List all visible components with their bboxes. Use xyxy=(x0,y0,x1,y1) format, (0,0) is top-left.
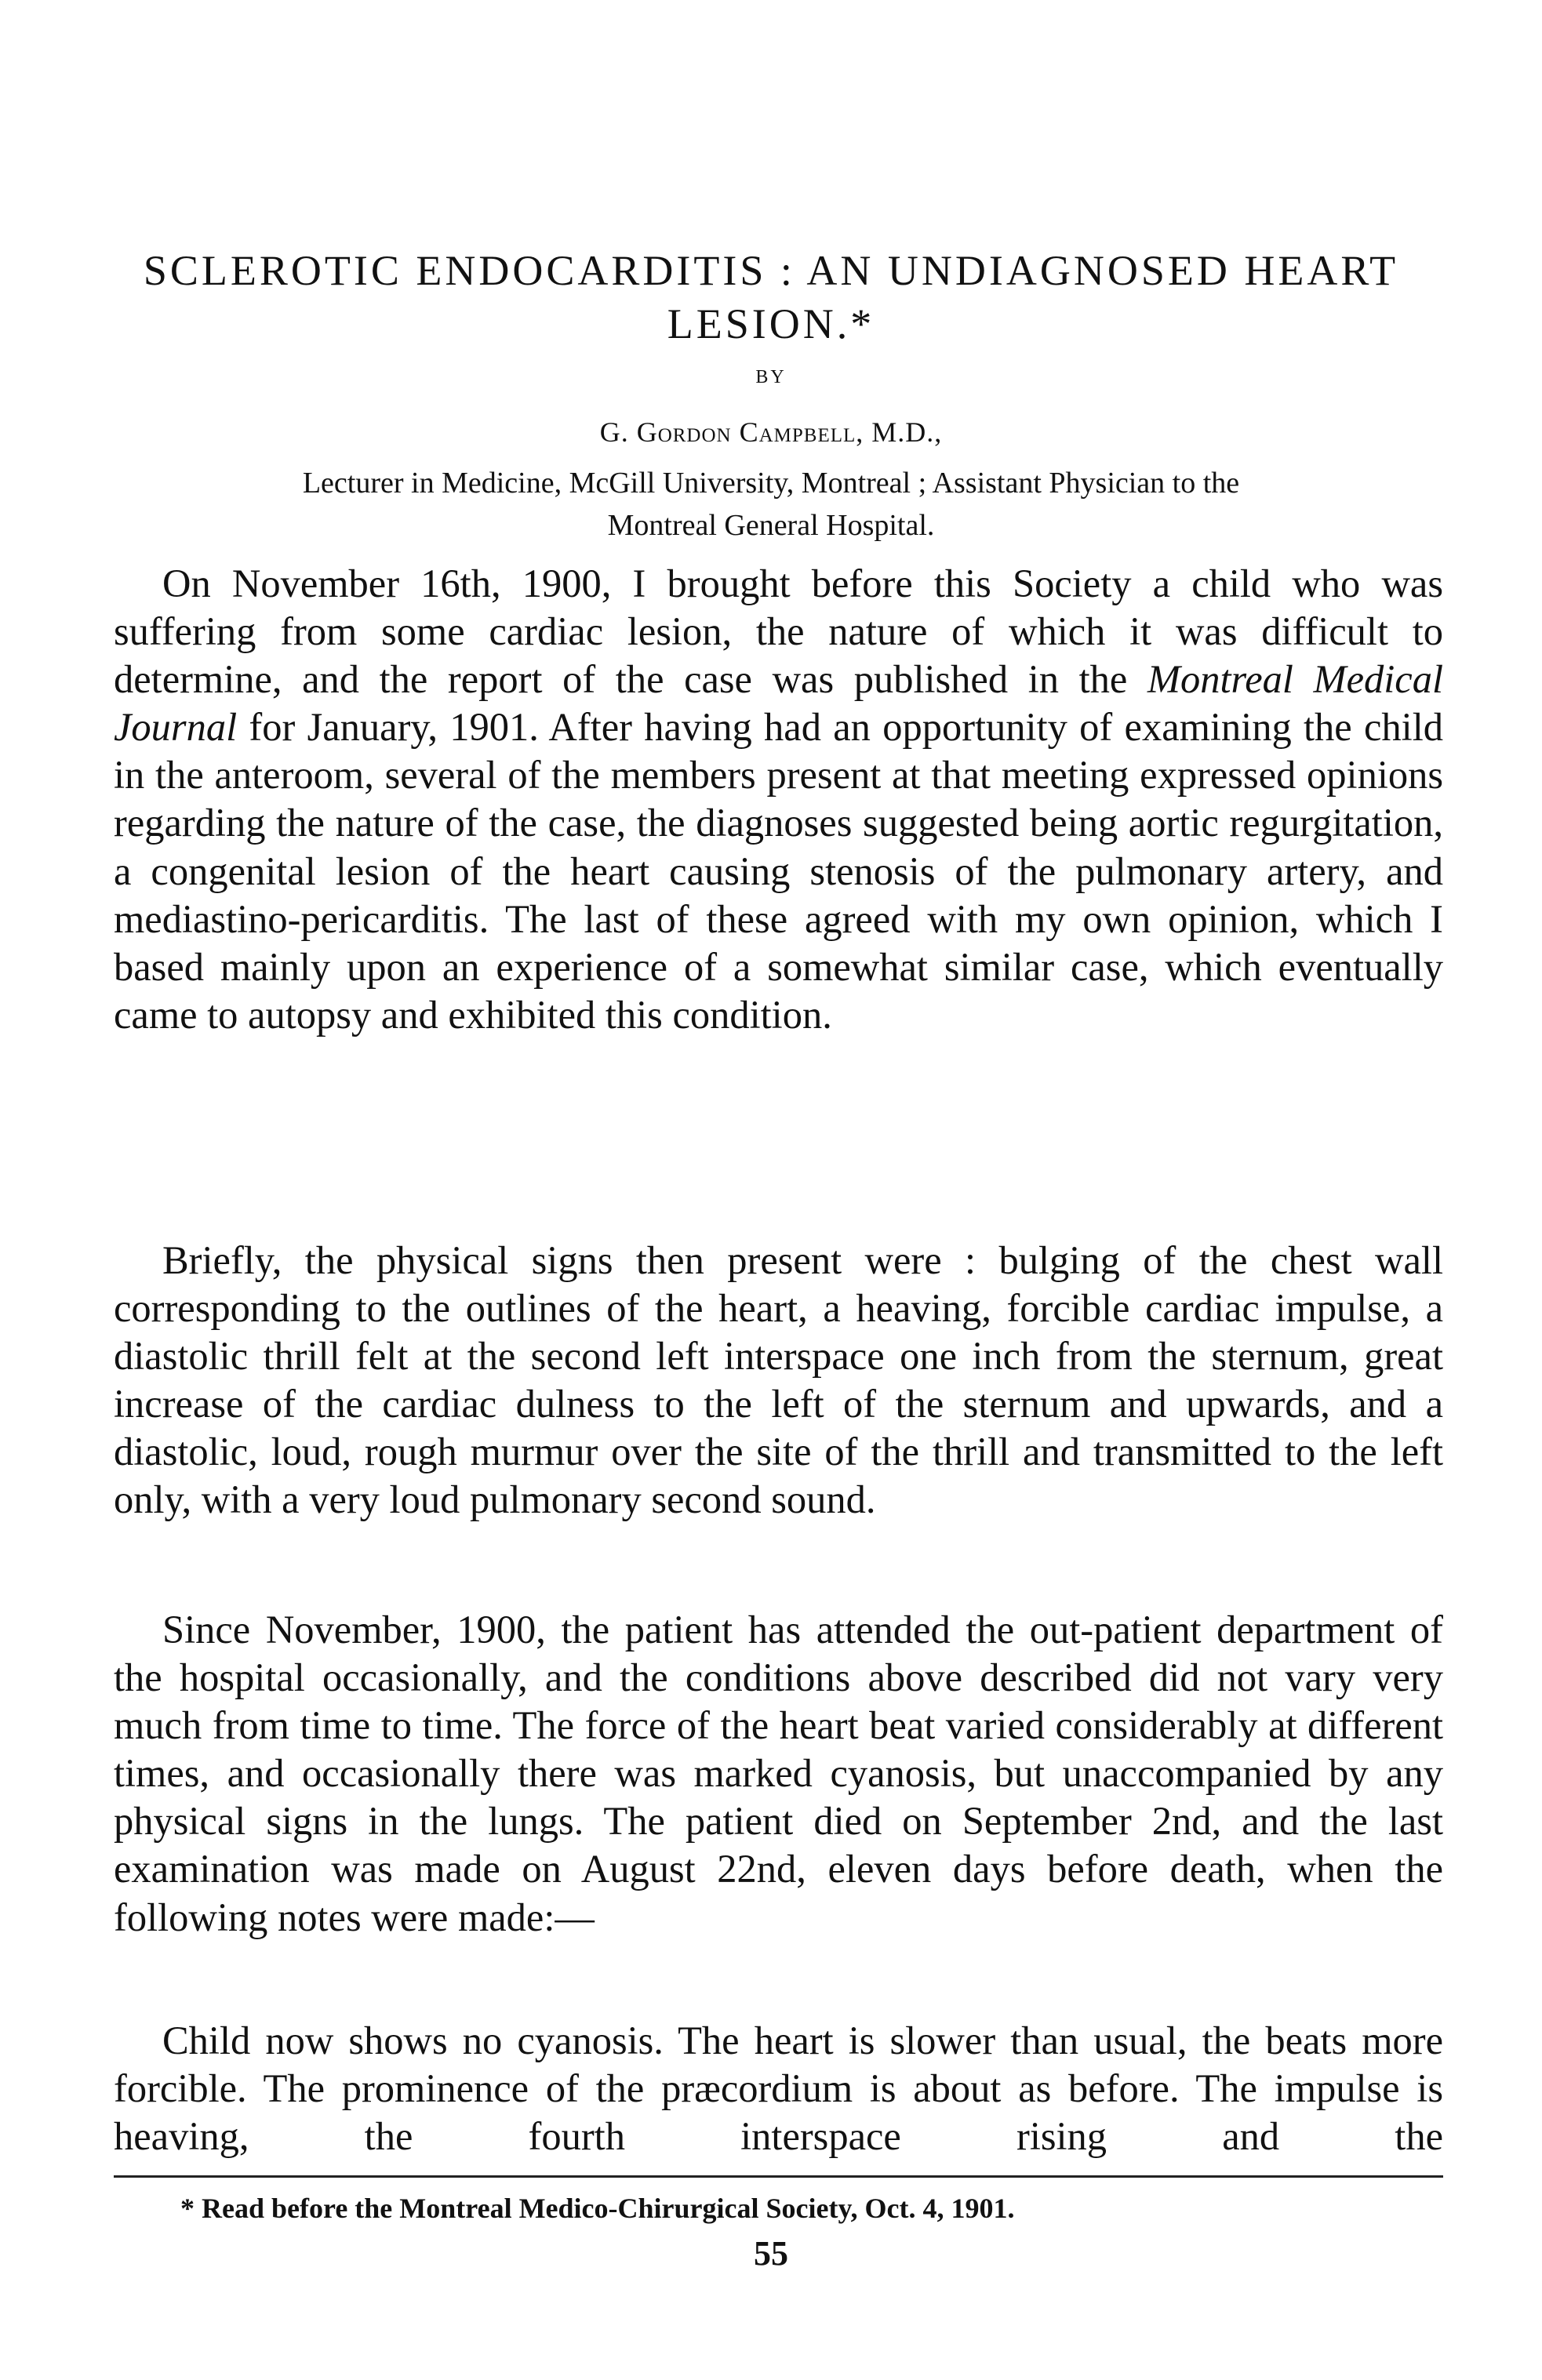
footnote: * Read before the Montreal Medico-Chirurgical Society, Oct. 4, 1901. xyxy=(180,2193,1015,2224)
paragraph-3 xyxy=(114,1606,1443,1942)
author-affiliation: Lecturer in Medicine, McGill University, Montreal ; Assistant Physician to the xyxy=(302,467,1240,500)
article-title-continued: LESION.* xyxy=(667,300,875,347)
article-title: SCLEROTIC ENDOCARDITIS : AN UNDIAGNOSED HEART xyxy=(143,247,1399,294)
paragraph-1 xyxy=(114,560,1443,1039)
author-name: G. Gordon Campbell, M.D., xyxy=(599,416,943,448)
journal-title: Montreal Medical Journal xyxy=(114,657,1444,750)
byline: BY xyxy=(755,367,787,387)
paragraph-2-text: Briefly, the physical signs then present were : bulging of the chest wall corresponding to the outlines of the heart, a heaving, forcible cardiac impulse, a diastolic thrill felt at the second left interspace one inch from the sternum, great increase of the cardiac dulness to the left of the sternum and upwards, and a diastolic, loud, rough murmur over the site of the thrill and transmitted to the left only, with a very loud pulmonary second sound. xyxy=(114,1238,1443,1522)
footnote-divider xyxy=(114,2175,1443,2178)
paragraph-3-text: Since November, 1900, the patient has attended the out-patient department of the hospital occasionally, and the conditions above described did not vary very much from time to time. The force of the heart beat varied considerably at different times, and occasionally there was marked cyanosis, but unaccompanied by any physical signs in the lungs. The patient died on September 2nd, and the last examination was made on August 22nd, eleven days before death, when the following notes were made:— xyxy=(114,1608,1443,1939)
paragraph-2 xyxy=(114,1237,1443,1524)
paragraph-4 xyxy=(114,2017,1443,2160)
author-affiliation-continued: Montreal General Hospital. xyxy=(607,509,935,542)
page-number: 55 xyxy=(754,2234,788,2273)
paragraph-1-text-b: for January, 1901. After having had an opportunity of examining the child in the anteroom, several of the members present at that meeting expressed opinions regarding the nature of the case, the diagnoses suggested being aortic regurgitation, a congenital lesion of the heart causing stenosis of the pulmonary artery, and mediastino-pericarditis. The last of these agreed with my own opinion, which I based mainly upon an experience of a somewhat similar case, which eventually came to autopsy and exhibited this condition. xyxy=(114,705,1443,1037)
paragraph-1-text-a: On November 16th, 1900, I brought before this Society a child who was suffering from some cardiac lesion, the nature of which it was difficult to determine, and the report of the case was published in the xyxy=(114,561,1443,702)
paragraph-4-text: Child now shows no cyanosis. The heart is slower than usual, the beats more forcible. The prominence of the præcordium is about as before. The impulse is heaving, the fourth interspace rising and the xyxy=(114,2018,1443,2159)
